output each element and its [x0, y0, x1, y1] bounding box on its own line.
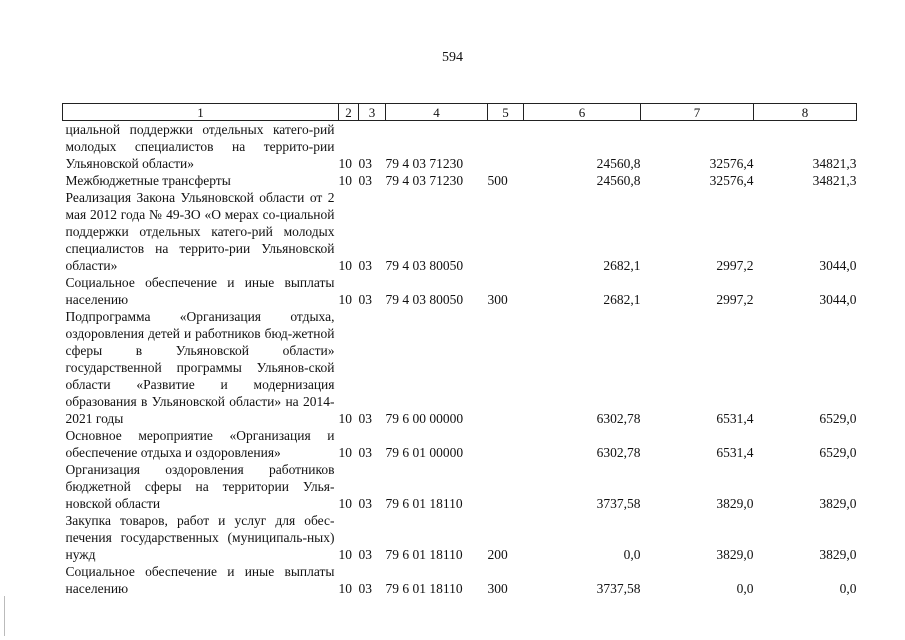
- row-amount-col6: 0,0: [623, 547, 641, 562]
- table-row: [63, 172, 857, 189]
- row-section: 10: [338, 258, 352, 273]
- header-col-7: 7: [641, 104, 754, 121]
- row-expense-type: [488, 189, 524, 274]
- page-number: 594: [442, 50, 463, 65]
- table-header: [63, 104, 857, 121]
- header-col-8: 8: [754, 104, 857, 121]
- table-row: [63, 308, 857, 427]
- row-description: Межбюджетные трансферты: [65, 173, 231, 188]
- header-col-4: 4: [386, 104, 488, 121]
- row-section: 10: [338, 547, 352, 562]
- row-target-code: 79 6 01 00000: [385, 445, 464, 460]
- row-amount-col7: 3829,0: [716, 547, 754, 562]
- header-col-2: 2: [339, 104, 359, 121]
- header-col-1: 1: [63, 104, 339, 121]
- row-target-code: 79 6 01 18110: [385, 547, 463, 562]
- row-expense-type: [488, 427, 524, 461]
- row-subsection: 03: [358, 292, 372, 307]
- row-amount-col7: 2997,2: [716, 258, 754, 273]
- table-row: [63, 427, 857, 461]
- row-subsection: 03: [358, 496, 372, 511]
- row-subsection: 03: [358, 581, 372, 596]
- row-expense-type: [488, 308, 524, 427]
- row-target-code: 79 6 01 18110: [385, 496, 463, 511]
- row-amount-col8: 0,0: [839, 581, 857, 596]
- row-amount-col8: 6529,0: [819, 411, 857, 426]
- row-amount-col8: 6529,0: [819, 445, 857, 460]
- row-amount-col6: 3737,58: [596, 496, 641, 511]
- row-amount-col6: 2682,1: [603, 292, 641, 307]
- row-amount-col7: 2997,2: [716, 292, 754, 307]
- table-row: [63, 274, 857, 308]
- row-target-code: 79 6 01 18110: [385, 581, 463, 596]
- table-row: [63, 461, 857, 512]
- row-description: Подпрограмма «Организация отдыха, оздоровления детей и работников бюд-жетной сферы в Ульяновской области» государственной программы Ульянов-ской области «Развитие и модернизация образования в Ульяновской области» на 2014-2021 годы: [65, 309, 335, 426]
- row-section: 10: [338, 445, 352, 460]
- row-subsection: 03: [358, 156, 372, 171]
- row-amount-col6: 24560,8: [596, 173, 641, 188]
- header-col-5: 5: [488, 104, 524, 121]
- row-amount-col7: 6531,4: [716, 445, 754, 460]
- row-expense-type: [488, 121, 524, 173]
- row-target-code: 79 4 03 80050: [385, 258, 464, 273]
- row-expense-type: 300: [487, 292, 508, 307]
- row-description: Социальное обеспечение и иные выплаты населению: [65, 564, 335, 596]
- budget-table: [62, 103, 857, 597]
- row-description: Закупка товаров, работ и услуг для обес-печения государственных (муниципаль-ных) нужд: [65, 513, 335, 562]
- row-section: 10: [338, 411, 352, 426]
- row-target-code: 79 4 03 71230: [385, 156, 464, 171]
- row-amount-col8: 3829,0: [819, 547, 857, 562]
- row-section: 10: [338, 496, 352, 511]
- row-expense-type: 300: [487, 581, 508, 596]
- row-amount-col8: 34821,3: [812, 156, 857, 171]
- row-amount-col8: 34821,3: [812, 173, 857, 188]
- row-target-code: 79 6 00 00000: [385, 411, 464, 426]
- row-target-code: 79 4 03 71230: [385, 173, 464, 188]
- table-row: [63, 563, 857, 597]
- header-col-3: 3: [359, 104, 386, 121]
- row-description: Организация оздоровления работников бюджетной сферы на территории Улья-новской области: [65, 462, 335, 511]
- table-row: [63, 121, 857, 173]
- row-amount-col8: 3044,0: [819, 292, 857, 307]
- row-description: циальной поддержки отдельных катего-рий молодых специалистов на террито-рии Ульяновской области»: [65, 122, 335, 171]
- row-subsection: 03: [358, 258, 372, 273]
- row-amount-col6: 6302,78: [596, 411, 641, 426]
- row-section: 10: [338, 581, 352, 596]
- row-amount-col6: 6302,78: [596, 445, 641, 460]
- row-target-code: 79 4 03 80050: [385, 292, 464, 307]
- row-subsection: 03: [358, 173, 372, 188]
- row-expense-type: [488, 461, 524, 512]
- row-amount-col7: 0,0: [736, 581, 754, 596]
- row-amount-col8: 3044,0: [819, 258, 857, 273]
- row-amount-col6: 2682,1: [603, 258, 641, 273]
- table-body: [63, 121, 857, 598]
- row-amount-col8: 3829,0: [819, 496, 857, 511]
- row-amount-col6: 3737,58: [596, 581, 641, 596]
- row-expense-type: 200: [487, 547, 508, 562]
- row-amount-col7: 32576,4: [709, 156, 754, 171]
- row-section: 10: [338, 156, 352, 171]
- row-description: Основное мероприятие «Организация и обеспечение отдыха и оздоровления»: [65, 428, 335, 460]
- header-col-6: 6: [524, 104, 641, 121]
- row-amount-col6: 24560,8: [596, 156, 641, 171]
- table-row: [63, 512, 857, 563]
- row-section: 10: [338, 173, 352, 188]
- table-row: [63, 189, 857, 274]
- row-description: Социальное обеспечение и иные выплаты населению: [65, 275, 335, 307]
- row-amount-col7: 3829,0: [716, 496, 754, 511]
- row-expense-type: 500: [487, 173, 508, 188]
- row-subsection: 03: [358, 445, 372, 460]
- row-amount-col7: 32576,4: [709, 173, 754, 188]
- row-subsection: 03: [358, 547, 372, 562]
- row-subsection: 03: [358, 411, 372, 426]
- scan-margin-line: [4, 596, 5, 636]
- row-amount-col7: 6531,4: [716, 411, 754, 426]
- row-section: 10: [338, 292, 352, 307]
- row-description: Реализация Закона Ульяновской области от 2 мая 2012 года № 49-ЗО «О мерах со-циальной поддержки отдельных катего-рий молодых специалистов на террито-рии Ульяновской области»: [65, 190, 335, 273]
